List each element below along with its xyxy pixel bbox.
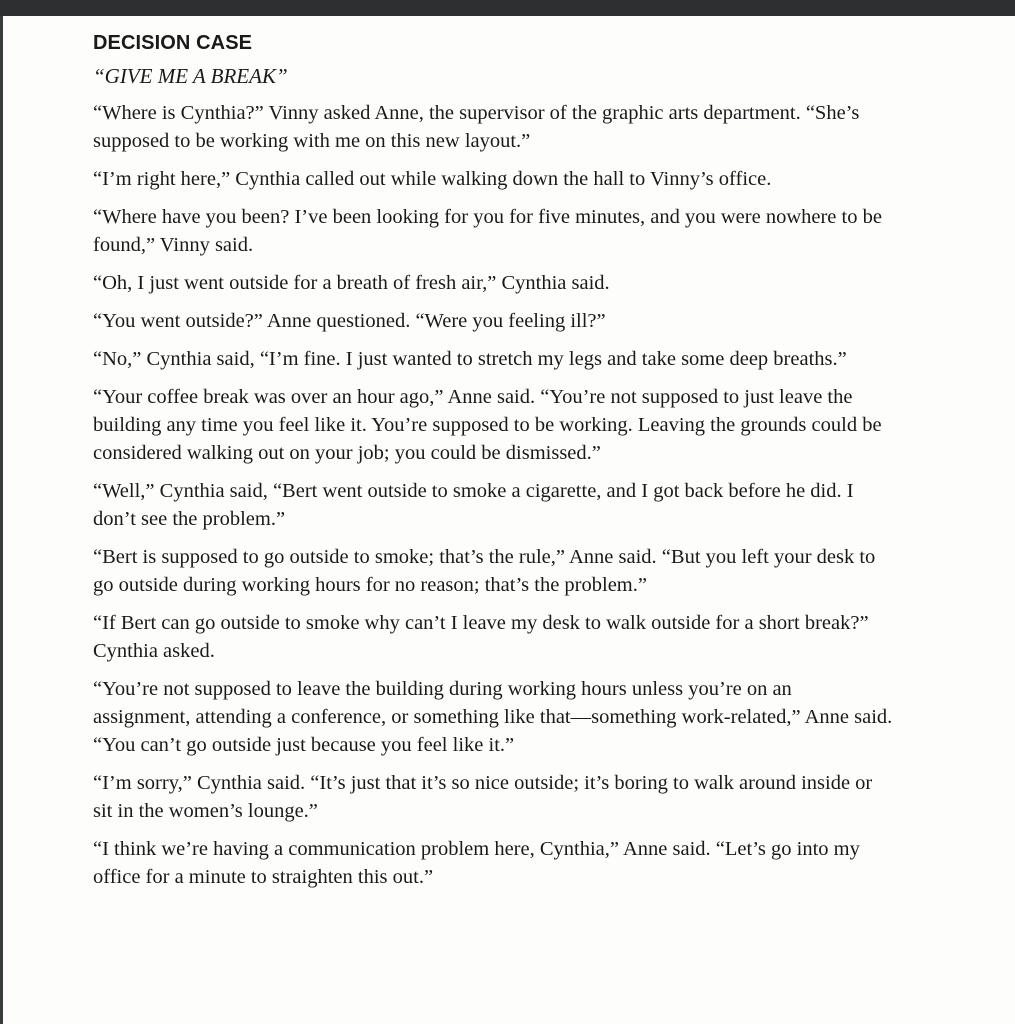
paragraph: “Bert is supposed to go outside to smoke; that’s the rule,” Anne said. “But you left your desk to go outside during working hours for no reason; that’s the problem.” [93, 546, 876, 596]
paragraph: “I’m right here,” Cynthia called out while walking down the hall to Vinny’s office. [93, 168, 772, 190]
paragraph: “I’m sorry,” Cynthia said. “It’s just that it’s so nice outside; it’s boring to walk around inside or sit in the women’s lounge.” [93, 772, 873, 822]
viewer-top-bar [0, 0, 1015, 16]
paragraph: “You’re not supposed to leave the building during working hours unless you’re on an assignment, attending a conference, or something like that—something work-related,” Anne said. “You can’t go outside just because you feel like it.” [93, 678, 893, 756]
paragraph: “Oh, I just went outside for a breath of fresh air,” Cynthia said. [93, 272, 610, 294]
paragraph: “Well,” Cynthia said, “Bert went outside to smoke a cigarette, and I got back before he did. I don’t see the problem.” [93, 480, 854, 530]
paragraph: “If Bert can go outside to smoke why can’t I leave my desk to walk outside for a short break?” Cynthia asked. [93, 612, 869, 662]
document-page [3, 16, 1015, 1024]
paragraph: “I think we’re having a communication problem here, Cynthia,” Anne said. “Let’s go into my office for a minute to straighten this out.” [93, 838, 860, 888]
case-heading: DECISION CASE [93, 32, 253, 54]
paragraph: “You went outside?” Anne questioned. “Were you feeling ill?” [93, 310, 606, 332]
paragraph: “Where have you been? I’ve been looking for you for five minutes, and you were nowhere to be found,” Vinny said. [93, 206, 882, 256]
case-text [93, 31, 893, 901]
paragraph: “Where is Cynthia?” Vinny asked Anne, the supervisor of the graphic arts department. “She’s supposed to be working with me on this new layout.” [93, 102, 860, 152]
case-subtitle: “GIVE ME A BREAK” [93, 64, 288, 88]
paragraph: “No,” Cynthia said, “I’m fine. I just wanted to stretch my legs and take some deep breaths.” [93, 348, 847, 370]
paragraph: “Your coffee break was over an hour ago,” Anne said. “You’re not supposed to just leave the building any time you feel like it. You’re supposed to be working. Leaving the grounds could be considered walking out on your job; you could be dismissed.” [93, 386, 882, 464]
